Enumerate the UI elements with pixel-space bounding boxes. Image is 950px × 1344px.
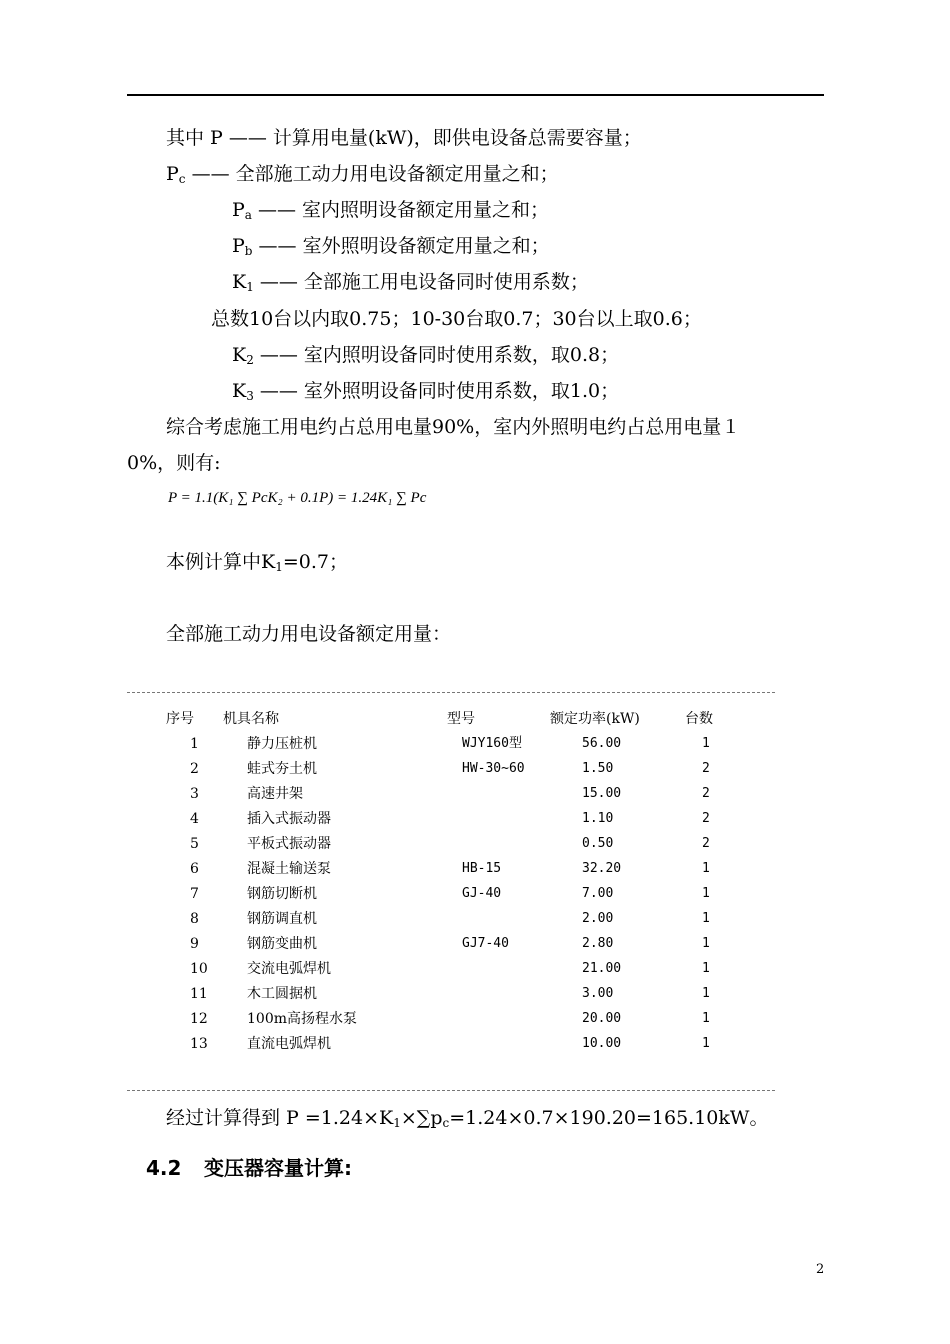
cell-qty: 1 [702,961,710,976]
cell-power: 15.00 [582,786,622,801]
cell-model: GJ7-40 [462,936,509,951]
header-no: 序号 [166,711,194,727]
page-number: 2 [816,1262,825,1277]
cell-no: 8 [190,911,199,927]
cell-model: HW-30~60 [462,761,525,776]
cell-power: 0.50 [582,836,614,851]
cell-name: 钢筋变曲机 [247,936,317,952]
header-qty: 台数 [685,711,713,727]
section-number: 4.2 [146,1156,182,1180]
cell-power: 10.00 [582,1036,622,1051]
cell-no: 5 [190,836,199,852]
header-power: 额定功率(kW) [550,711,640,727]
cell-power: 20.00 [582,1011,622,1026]
cell-name: 混凝土输送泵 [247,861,331,877]
cell-power: 7.00 [582,886,614,901]
section-heading [146,1152,352,1181]
cell-no: 4 [190,811,199,827]
cell-no: 13 [190,1036,208,1052]
definition-pa: $P_a$ —— 室内照明设备额定用量之和； [232,199,550,222]
power-formula: P = 1.1(K₁ ∑ PcK₂ + 0.1P) = 1.24K₁ ∑ Pc [168,490,427,506]
cell-no: 10 [190,961,208,977]
table-top-dash [127,692,775,693]
cell-name: 100m高扬程水泵 [247,1011,357,1027]
cell-qty: 1 [702,736,710,751]
definition-k1: $K_1$ —— 全部施工用电设备同时使用系数； [232,271,589,294]
cell-name: 插入式振动器 [247,811,331,827]
calculation-result: 经过计算得到 $P =1.24\times K_1\times\sum p_c=1.24\times 0.7\times 190.20=165.10kW$。 [166,1107,769,1130]
cell-power: 21.00 [582,961,622,976]
table-intro: 全部施工动力用电设备额定用量： [166,623,452,645]
cell-qty: 2 [702,811,710,826]
cell-qty: 1 [702,886,710,901]
cell-qty: 1 [702,861,710,876]
cell-power: 1.50 [582,761,614,776]
k1-values: 总数10台以内取0.75；10-30台取0.7；30台以上取0.6； [211,308,702,330]
header-rule [127,94,824,96]
cell-name: 平板式振动器 [247,836,331,852]
definition-p: 其中 P —— 计算用电量(kW)，即供电设备总需要容量； [166,127,642,149]
cell-qty: 1 [702,911,710,926]
cell-power: 32.20 [582,861,622,876]
cell-name: 交流电弧焊机 [247,961,331,977]
cell-qty: 1 [702,1036,710,1051]
definition-k3: $K_3$ —— 室外照明设备同时使用系数，取1.0； [232,380,620,403]
cell-name: 木工圆据机 [247,986,317,1002]
cell-model: WJY160型 [462,736,522,751]
ratio-text-cont: 0%，则有: [127,452,221,474]
cell-qty: 2 [702,836,710,851]
cell-qty: 1 [702,1011,710,1026]
cell-name: 钢筋切断机 [247,886,317,902]
section-title: 变压器容量计算: [204,1156,352,1180]
header-name: 机具名称 [223,711,279,727]
header-model: 型号 [447,711,475,727]
cell-name: 高速井架 [247,786,303,802]
cell-model: GJ-40 [462,886,502,901]
k1-example: 本例计算中$K_1=0.7$； [166,551,348,574]
cell-no: 12 [190,1011,208,1027]
cell-no: 3 [190,786,199,802]
table-bottom-dash [127,1090,775,1091]
cell-qty: 1 [702,936,710,951]
cell-no: 7 [190,886,199,902]
cell-power: 2.00 [582,911,614,926]
cell-qty: 2 [702,786,710,801]
cell-no: 2 [190,761,199,777]
ratio-text: 综合考虑施工用电约占总用电量90%，室内外照明电约占总用电量１ [166,416,741,438]
cell-name: 直流电弧焊机 [247,1036,331,1052]
cell-no: 9 [190,936,199,952]
cell-no: 11 [190,986,208,1002]
cell-model: HB-15 [462,861,502,876]
definition-k2: $K_2$ —— 室内照明设备同时使用系数，取0.8； [232,344,620,367]
cell-name: 静力压桩机 [247,736,317,752]
cell-qty: 1 [702,986,710,1001]
cell-power: 2.80 [582,936,614,951]
cell-name: 钢筋调直机 [247,911,317,927]
cell-name: 蛙式夯土机 [247,761,317,777]
definition-pc: $P_c$ —— 全部施工动力用电设备额定用量之和； [166,163,559,186]
definition-pb: $P_b$ —— 室外照明设备额定用量之和； [232,235,550,258]
cell-power: 56.00 [582,736,622,751]
cell-power: 1.10 [582,811,614,826]
cell-qty: 2 [702,761,710,776]
cell-power: 3.00 [582,986,614,1001]
cell-no: 1 [190,736,199,752]
cell-no: 6 [190,861,199,877]
